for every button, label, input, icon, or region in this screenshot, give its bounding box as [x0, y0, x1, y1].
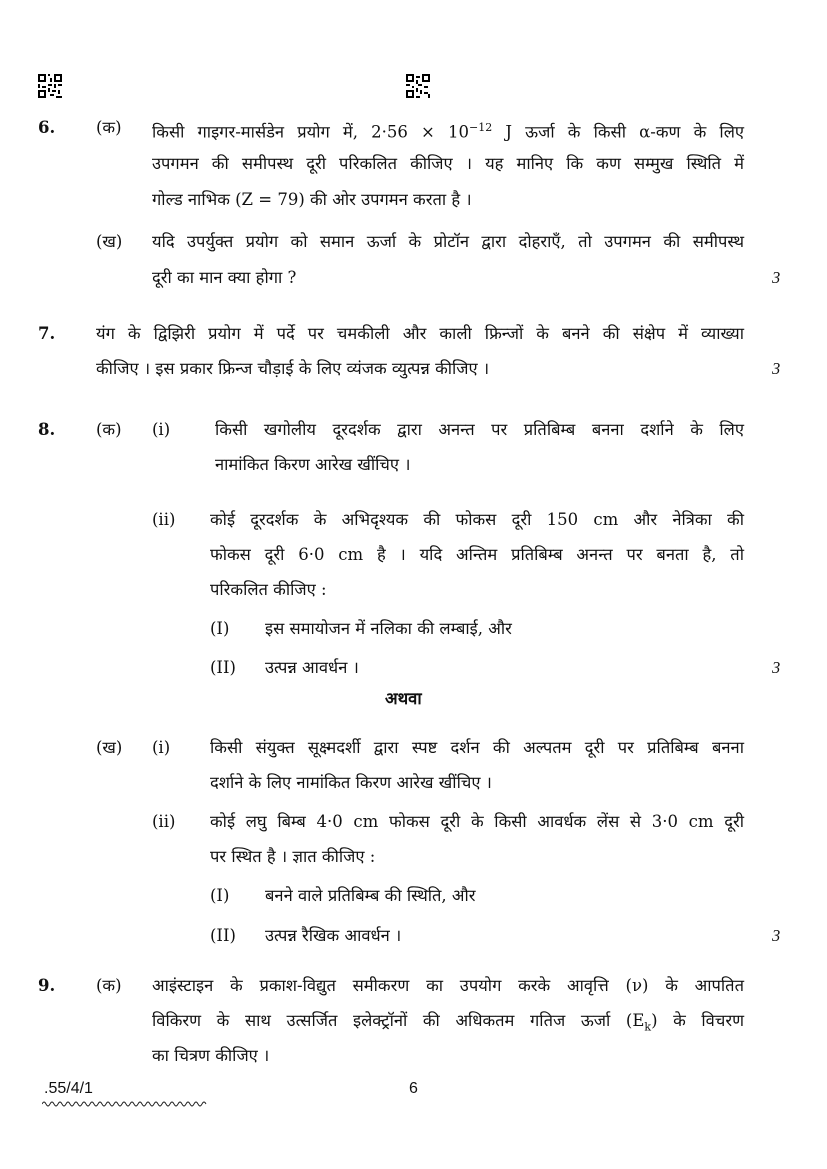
- question-number: 6.: [38, 118, 56, 137]
- question-text: नामांकित किरण आरेख खींचिए ।: [215, 455, 411, 474]
- qr-code-icon: [38, 74, 62, 98]
- question-number: 8.: [38, 420, 56, 439]
- qr-code-icon: [406, 74, 430, 98]
- part-label: (क): [96, 976, 122, 995]
- question-text: उपगमन की समीपस्थ दूरी परिकलित कीजिए । यह मानिए कि कण सम्मुख स्थिति में: [152, 154, 744, 173]
- item-label: (I): [210, 886, 230, 905]
- part-label: (क): [96, 420, 122, 439]
- marks: 3: [772, 926, 781, 945]
- question-text: यदि उपर्युक्त प्रयोग को समान ऊर्जा के प्रोटॉन द्वारा दोहराएँ, तो उपगमन की समीपस्थ: [152, 232, 744, 251]
- question-text: दूरी का मान क्या होगा ?: [152, 268, 297, 287]
- question-text: बनने वाले प्रतिबिम्ब की स्थिति, और: [265, 886, 476, 905]
- question-text: कोई दूरदर्शक के अभिदृश्यक की फोकस दूरी 150 cm और नेत्रिका की: [210, 510, 744, 529]
- marks: 3: [772, 268, 781, 287]
- question-number: 9.: [38, 976, 56, 995]
- paper-code: .55/4/1: [44, 1080, 93, 1097]
- subpart-label: (ii): [152, 510, 176, 529]
- marks: 3: [772, 658, 781, 677]
- question-text: पर स्थित है । ज्ञात कीजिए :: [210, 847, 376, 866]
- page-number: 6: [409, 1080, 418, 1097]
- item-label: (I): [210, 619, 230, 638]
- item-label: (II): [210, 926, 236, 945]
- question-text: फोकस दूरी 6·0 cm है । यदि अन्तिम प्रतिबिम्ब अनन्त पर बनता है, तो: [210, 545, 744, 564]
- item-label: (II): [210, 658, 236, 677]
- subpart-label: (ii): [152, 812, 176, 831]
- question-text: इस समायोजन में नलिका की लम्बाई, और: [265, 619, 512, 638]
- part-label: (ख): [96, 738, 123, 757]
- question-text: आइंस्टाइन के प्रकाश-विद्युत समीकरण का उपयोग करके आवृत्ति (ν) के आपतित: [152, 976, 744, 995]
- question-text: विकिरण के साथ उत्सर्जित इलेक्ट्रॉनों की अधिकतम गतिज ऊर्जा $(E_k)$ के विचरण: [152, 1011, 745, 1034]
- question-text: किसी गाइगर-मार्सडेन प्रयोग में, $2\cdot 56 \times 10^{-12}$ J ऊर्जा के किसी α-कण के लिए: [152, 121, 745, 142]
- question-text: दर्शाने के लिए नामांकित किरण आरेख खींचिए ।: [210, 773, 492, 792]
- question-text: उत्पन्न रैखिक आवर्धन ।: [265, 926, 402, 945]
- question-number: 7.: [38, 324, 56, 343]
- question-text: उत्पन्न आवर्धन ।: [265, 658, 359, 677]
- part-label: (क): [96, 118, 122, 137]
- part-label: (ख): [96, 232, 123, 251]
- question-text: किसी खगोलीय दूरदर्शक द्वारा अनन्त पर प्रतिबिम्ब बनना दर्शाने के लिए: [215, 420, 744, 439]
- wavy-line-icon: [42, 1100, 208, 1108]
- marks: 3: [772, 359, 781, 378]
- question-text: कीजिए । इस प्रकार फ्रिन्ज चौड़ाई के लिए व्यंजक व्युत्पन्न कीजिए ।: [96, 359, 490, 378]
- question-text: परिकलित कीजिए :: [210, 580, 327, 599]
- question-text: का चित्रण कीजिए ।: [152, 1046, 270, 1065]
- question-text: गोल्ड नाभिक (Z = 79) की ओर उपगमन करता है ।: [152, 190, 472, 209]
- subpart-label: (i): [152, 420, 171, 439]
- or-separator: अथवा: [385, 689, 422, 708]
- question-text: किसी संयुक्त सूक्ष्मदर्शी द्वारा स्पष्ट दर्शन की अल्पतम दूरी पर प्रतिबिम्ब बनना: [210, 738, 744, 757]
- question-text: कोई लघु बिम्ब 4·0 cm फोकस दूरी के किसी आवर्धक लेंस से 3·0 cm दूरी: [210, 812, 744, 831]
- question-text: यंग के द्विझिरी प्रयोग में पर्दे पर चमकीली और काली फ्रिन्जों के बनने की संक्षेप में व्याख्या: [96, 324, 744, 343]
- subpart-label: (i): [152, 738, 171, 757]
